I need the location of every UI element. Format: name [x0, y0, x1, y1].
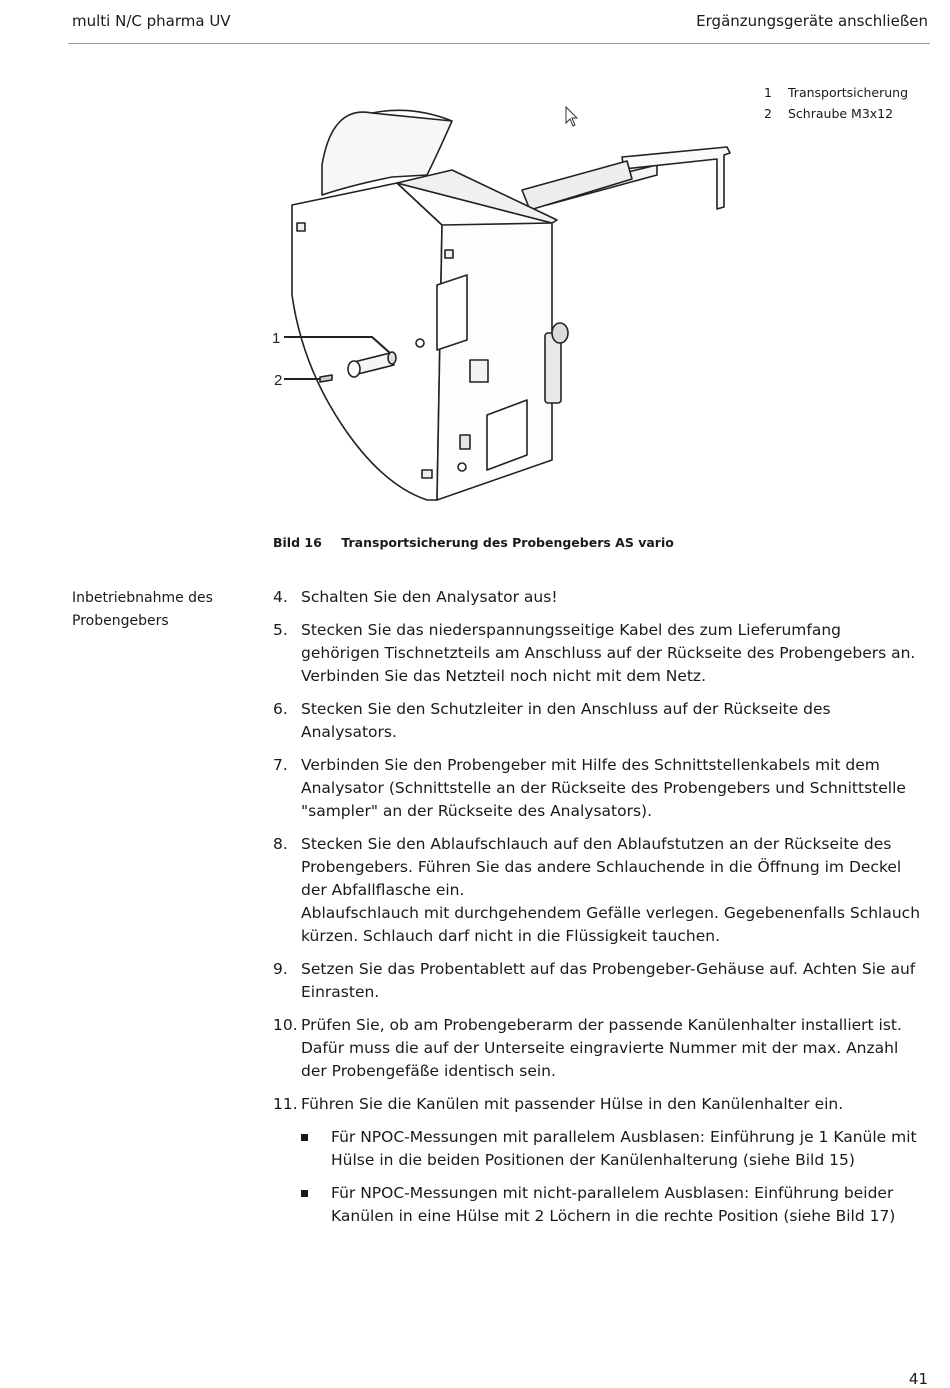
- step-item: [273, 754, 923, 823]
- step-number: 7.: [273, 756, 288, 774]
- bullet-text: Für NPOC-Messungen mit parallelem Ausblasen: Einführung je 1 Kanüle mit Hülse in die beiden Positionen der Kanülenhalterung (siehe Bild 15): [331, 1128, 917, 1169]
- instruction-steps: [273, 586, 923, 1238]
- square-bullet-icon: [301, 1126, 331, 1172]
- step-number: 10.: [273, 1016, 298, 1034]
- legend-number: 1: [764, 85, 772, 100]
- legend-text: Schraube M3x12: [788, 106, 894, 121]
- legend-item: [764, 82, 908, 103]
- step-text: Stecken Sie den Schutzleiter in den Anschluss auf der Rückseite des Analysators.: [301, 700, 831, 741]
- step-number: 9.: [273, 960, 288, 978]
- step-number: 8.: [273, 835, 288, 853]
- square-bullet-icon: [301, 1182, 331, 1228]
- step-text: Führen Sie die Kanülen mit passender Hülse in den Kanülenhalter ein.: [301, 1095, 844, 1113]
- header-section-title: Ergänzungsgeräte anschließen: [696, 12, 928, 30]
- legend-text: Transportsicherung: [788, 85, 909, 100]
- caption-text: Transportsicherung des Probengebers AS vario: [341, 535, 674, 550]
- step-text: Stecken Sie den Ablaufschlauch auf den Ablaufstutzen an der Rückseite des Probengebers. Führen Sie das andere Schlauchende in die Öffnung im Deckel der Abfallflasche ein.: [301, 835, 902, 899]
- bullet-item: [301, 1126, 923, 1172]
- step-text: Verbinden Sie den Probengeber mit Hilfe des Schnittstellenkabels mit dem Analysator (Schnittstelle an der Rückseite des Probengebers und Schnittstelle "sampler" an der Rückseite des Analysators).: [301, 756, 906, 820]
- legend-item: [764, 103, 908, 124]
- page-header: [72, 12, 928, 34]
- step-item: [273, 1014, 923, 1083]
- mouse-pointer-icon: [566, 107, 577, 126]
- legend-number: 2: [764, 106, 772, 121]
- step-text: Setzen Sie das Probentablett auf das Probengeber-Gehäuse auf. Achten Sie auf Einrasten.: [301, 960, 916, 1001]
- section-side-heading: Inbetriebnahme des Probengebers: [72, 590, 213, 629]
- bullet-list: [301, 1126, 923, 1228]
- step-number: 11.: [273, 1095, 298, 1113]
- callout-1-label: 1: [272, 330, 281, 347]
- step-item: [273, 833, 923, 948]
- page-number: 41: [908, 1370, 928, 1388]
- bullet-text: Für NPOC-Messungen mit nicht-parallelem Ausblasen: Einführung beider Kanülen in eine Hülse mit 2 Löchern in die rechte Position (siehe Bild 17): [331, 1184, 896, 1225]
- step-item: [273, 619, 923, 688]
- step-number: 6.: [273, 700, 288, 718]
- callout-2-label: 2: [274, 372, 283, 389]
- step-text: Prüfen Sie, ob am Probengeberarm der passende Kanülenhalter installiert ist. Dafür muss die auf der Unterseite eingravierte Nummer mit der max. Anzahl der Probengefäße identisch sein.: [301, 1016, 902, 1080]
- step-content: [301, 833, 923, 948]
- step-text: Stecken Sie das niederspannungsseitige Kabel des zum Lieferumfang gehörigen Tischnetzteils am Anschluss auf der Rückseite des Probengebers an. Verbinden Sie das Netzteil noch nicht mit dem Netz.: [301, 621, 916, 685]
- header-divider: [68, 43, 930, 44]
- caption-label: Bild 16: [273, 535, 322, 550]
- step-note: Ablaufschlauch mit durchgehendem Gefälle verlegen. Gegebenenfalls Schlauch kürzen. Schlauch darf nicht in die Flüssigkeit tauchen.: [301, 904, 921, 945]
- bullet-item: [301, 1182, 923, 1228]
- step-item: [273, 958, 923, 1004]
- step-number: 4.: [273, 588, 288, 606]
- step-item: [273, 1093, 923, 1116]
- step-number: 5.: [273, 621, 288, 639]
- autosampler-drawing: [262, 95, 742, 515]
- step-item: [273, 698, 923, 744]
- step-item: [273, 586, 923, 609]
- figure-caption: [273, 535, 674, 550]
- figure-legend: [764, 82, 908, 124]
- step-text: Schalten Sie den Analysator aus!: [301, 588, 558, 606]
- header-product-name: multi N/C pharma UV: [72, 12, 231, 30]
